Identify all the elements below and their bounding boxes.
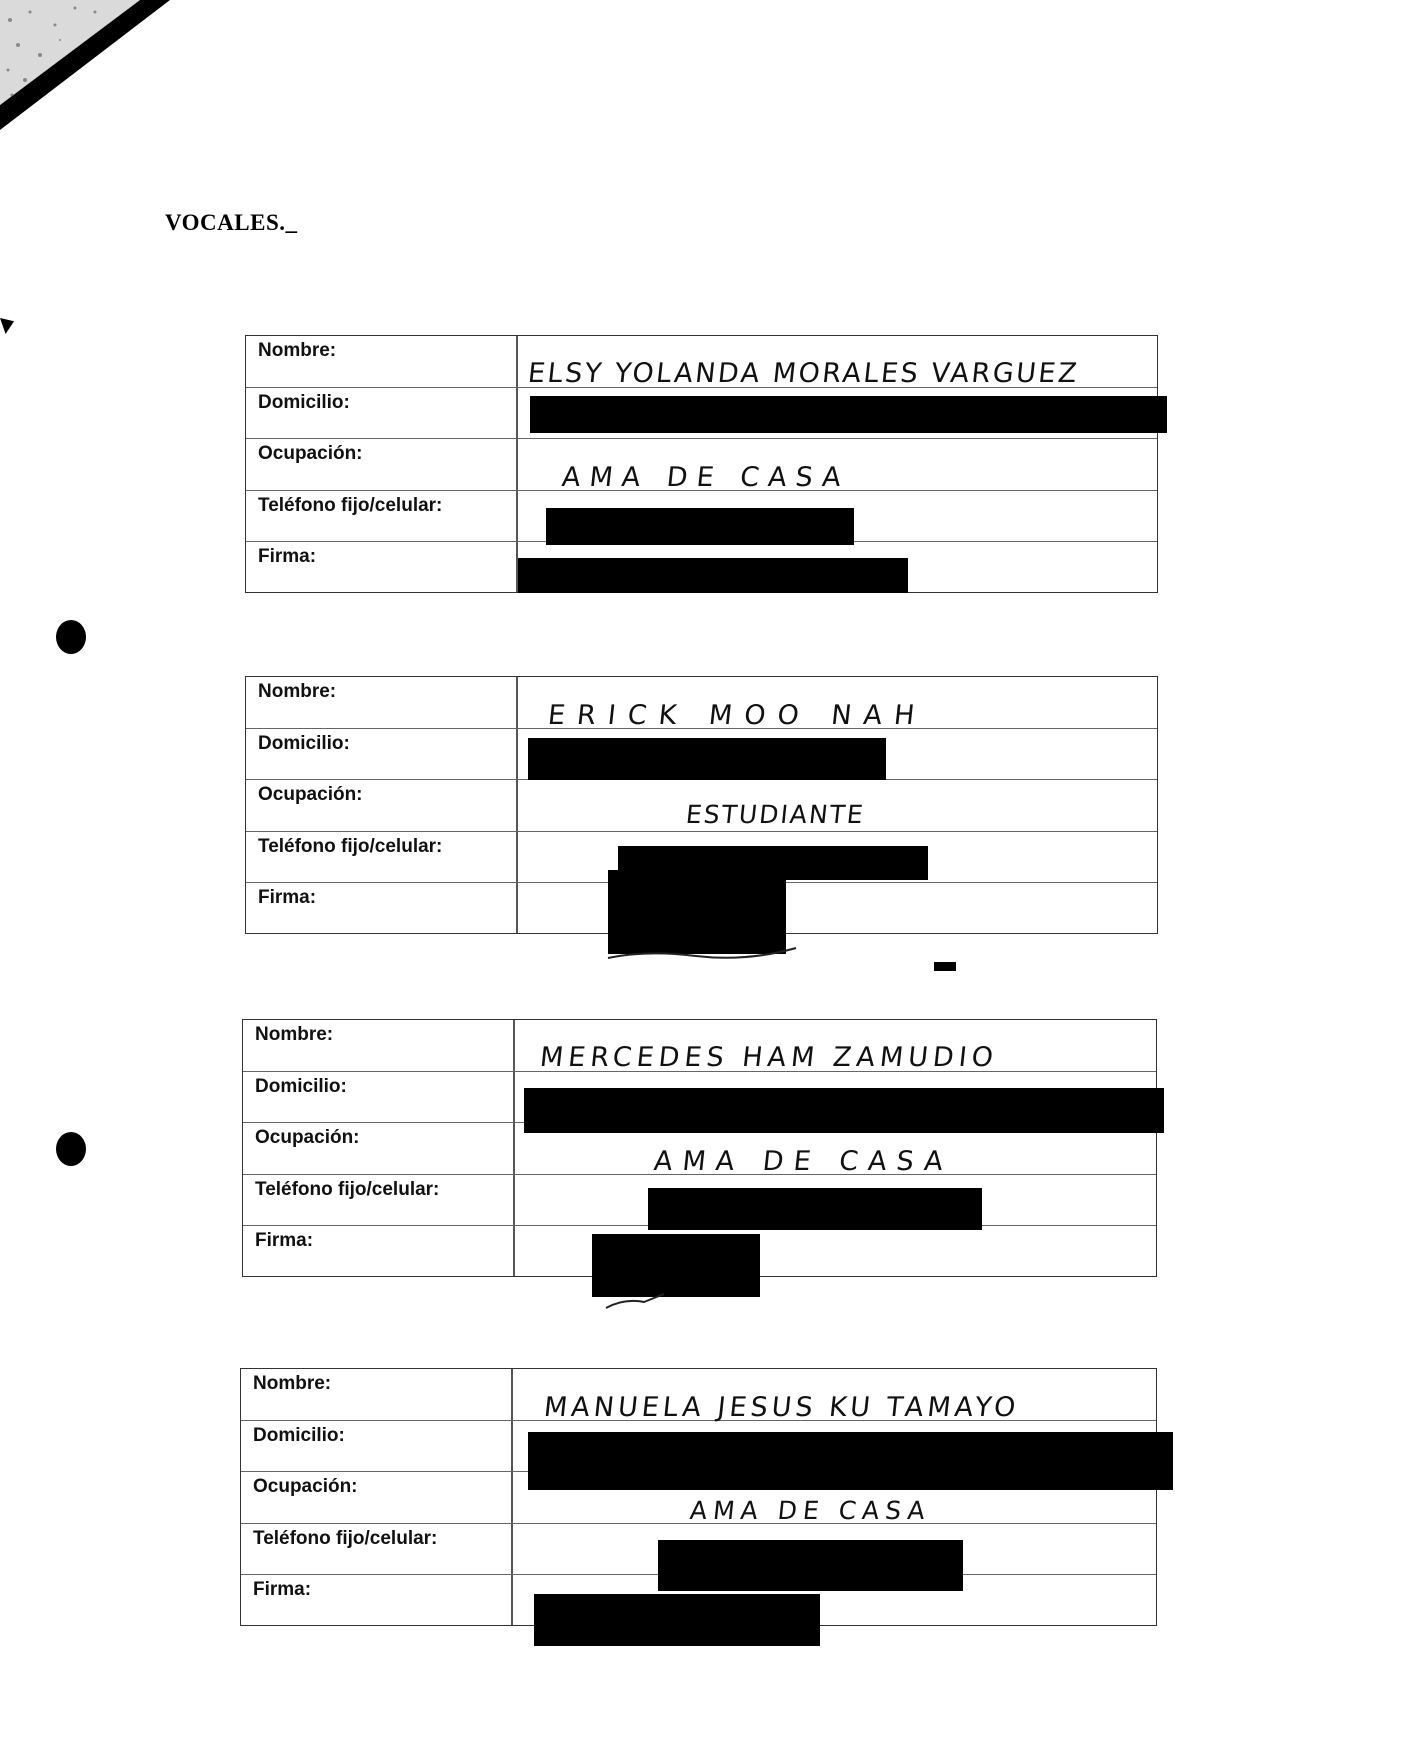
redacted-telefono: [648, 1188, 982, 1230]
label-telefono: Teléfono fijo/celular:: [255, 1178, 440, 1200]
redacted-firma: [592, 1234, 760, 1297]
member-4-nombre-value: MANUELA JESUS KU TAMAYO: [542, 1392, 1021, 1423]
label-firma: Firma:: [253, 1579, 312, 1601]
redacted-firma: [518, 558, 908, 593]
redacted-firma: [608, 870, 786, 954]
label-domicilio: Domicilio:: [258, 732, 350, 754]
signature-scribble: [606, 944, 806, 964]
redacted-firma: [534, 1594, 820, 1646]
label-domicilio: Domicilio:: [258, 391, 350, 413]
label-domicilio: Domicilio:: [253, 1424, 345, 1446]
label-ocupacion: Ocupación:: [255, 1127, 360, 1149]
redacted-domicilio: [530, 396, 1167, 433]
member-1-nombre-value: ELSY YOLANDA MORALES VARGUEZ: [526, 358, 1081, 389]
member-2-ocupacion-value: ESTUDIANTE: [684, 800, 867, 829]
member-3-nombre-value: MERCEDES HAM ZAMUDIO: [538, 1042, 1000, 1073]
scan-tick-mark: [0, 318, 14, 334]
label-firma: Firma:: [258, 887, 317, 909]
redacted-telefono: [658, 1540, 963, 1591]
label-ocupacion: Ocupación:: [253, 1476, 358, 1498]
redacted-fragment: [934, 962, 956, 971]
member-2-nombre-value: ERICK MOO NAH: [546, 700, 928, 731]
label-telefono: Teléfono fijo/celular:: [258, 835, 443, 857]
label-firma: Firma:: [258, 546, 317, 568]
redacted-domicilio: [528, 738, 886, 780]
label-ocupacion: Ocupación:: [258, 784, 363, 806]
redacted-domicilio: [524, 1088, 1164, 1133]
label-telefono: Teléfono fijo/celular:: [253, 1527, 438, 1549]
section-heading: VOCALES._: [165, 210, 298, 235]
label-nombre: Nombre:: [255, 1024, 334, 1045]
member-3-ocupacion-value: AMA DE CASA: [652, 1146, 955, 1177]
redacted-domicilio: [528, 1432, 1173, 1490]
signature-scribble: [604, 1290, 674, 1312]
label-telefono: Teléfono fijo/celular:: [258, 494, 443, 516]
member-1-ocupacion-value: AMA DE CASA: [560, 462, 852, 493]
label-nombre: Nombre:: [253, 1373, 332, 1394]
label-ocupacion: Ocupación:: [258, 443, 363, 465]
label-domicilio: Domicilio:: [255, 1075, 347, 1097]
label-nombre: Nombre:: [258, 340, 337, 361]
label-nombre: Nombre:: [258, 681, 337, 702]
binder-hole-dot: [56, 620, 86, 654]
label-firma: Firma:: [255, 1230, 314, 1252]
binder-hole-dot: [56, 1132, 86, 1166]
scan-corner-artifact: [0, 0, 170, 130]
redacted-telefono: [546, 508, 854, 545]
member-4-ocupacion-value: AMA DE CASA: [688, 1496, 933, 1525]
